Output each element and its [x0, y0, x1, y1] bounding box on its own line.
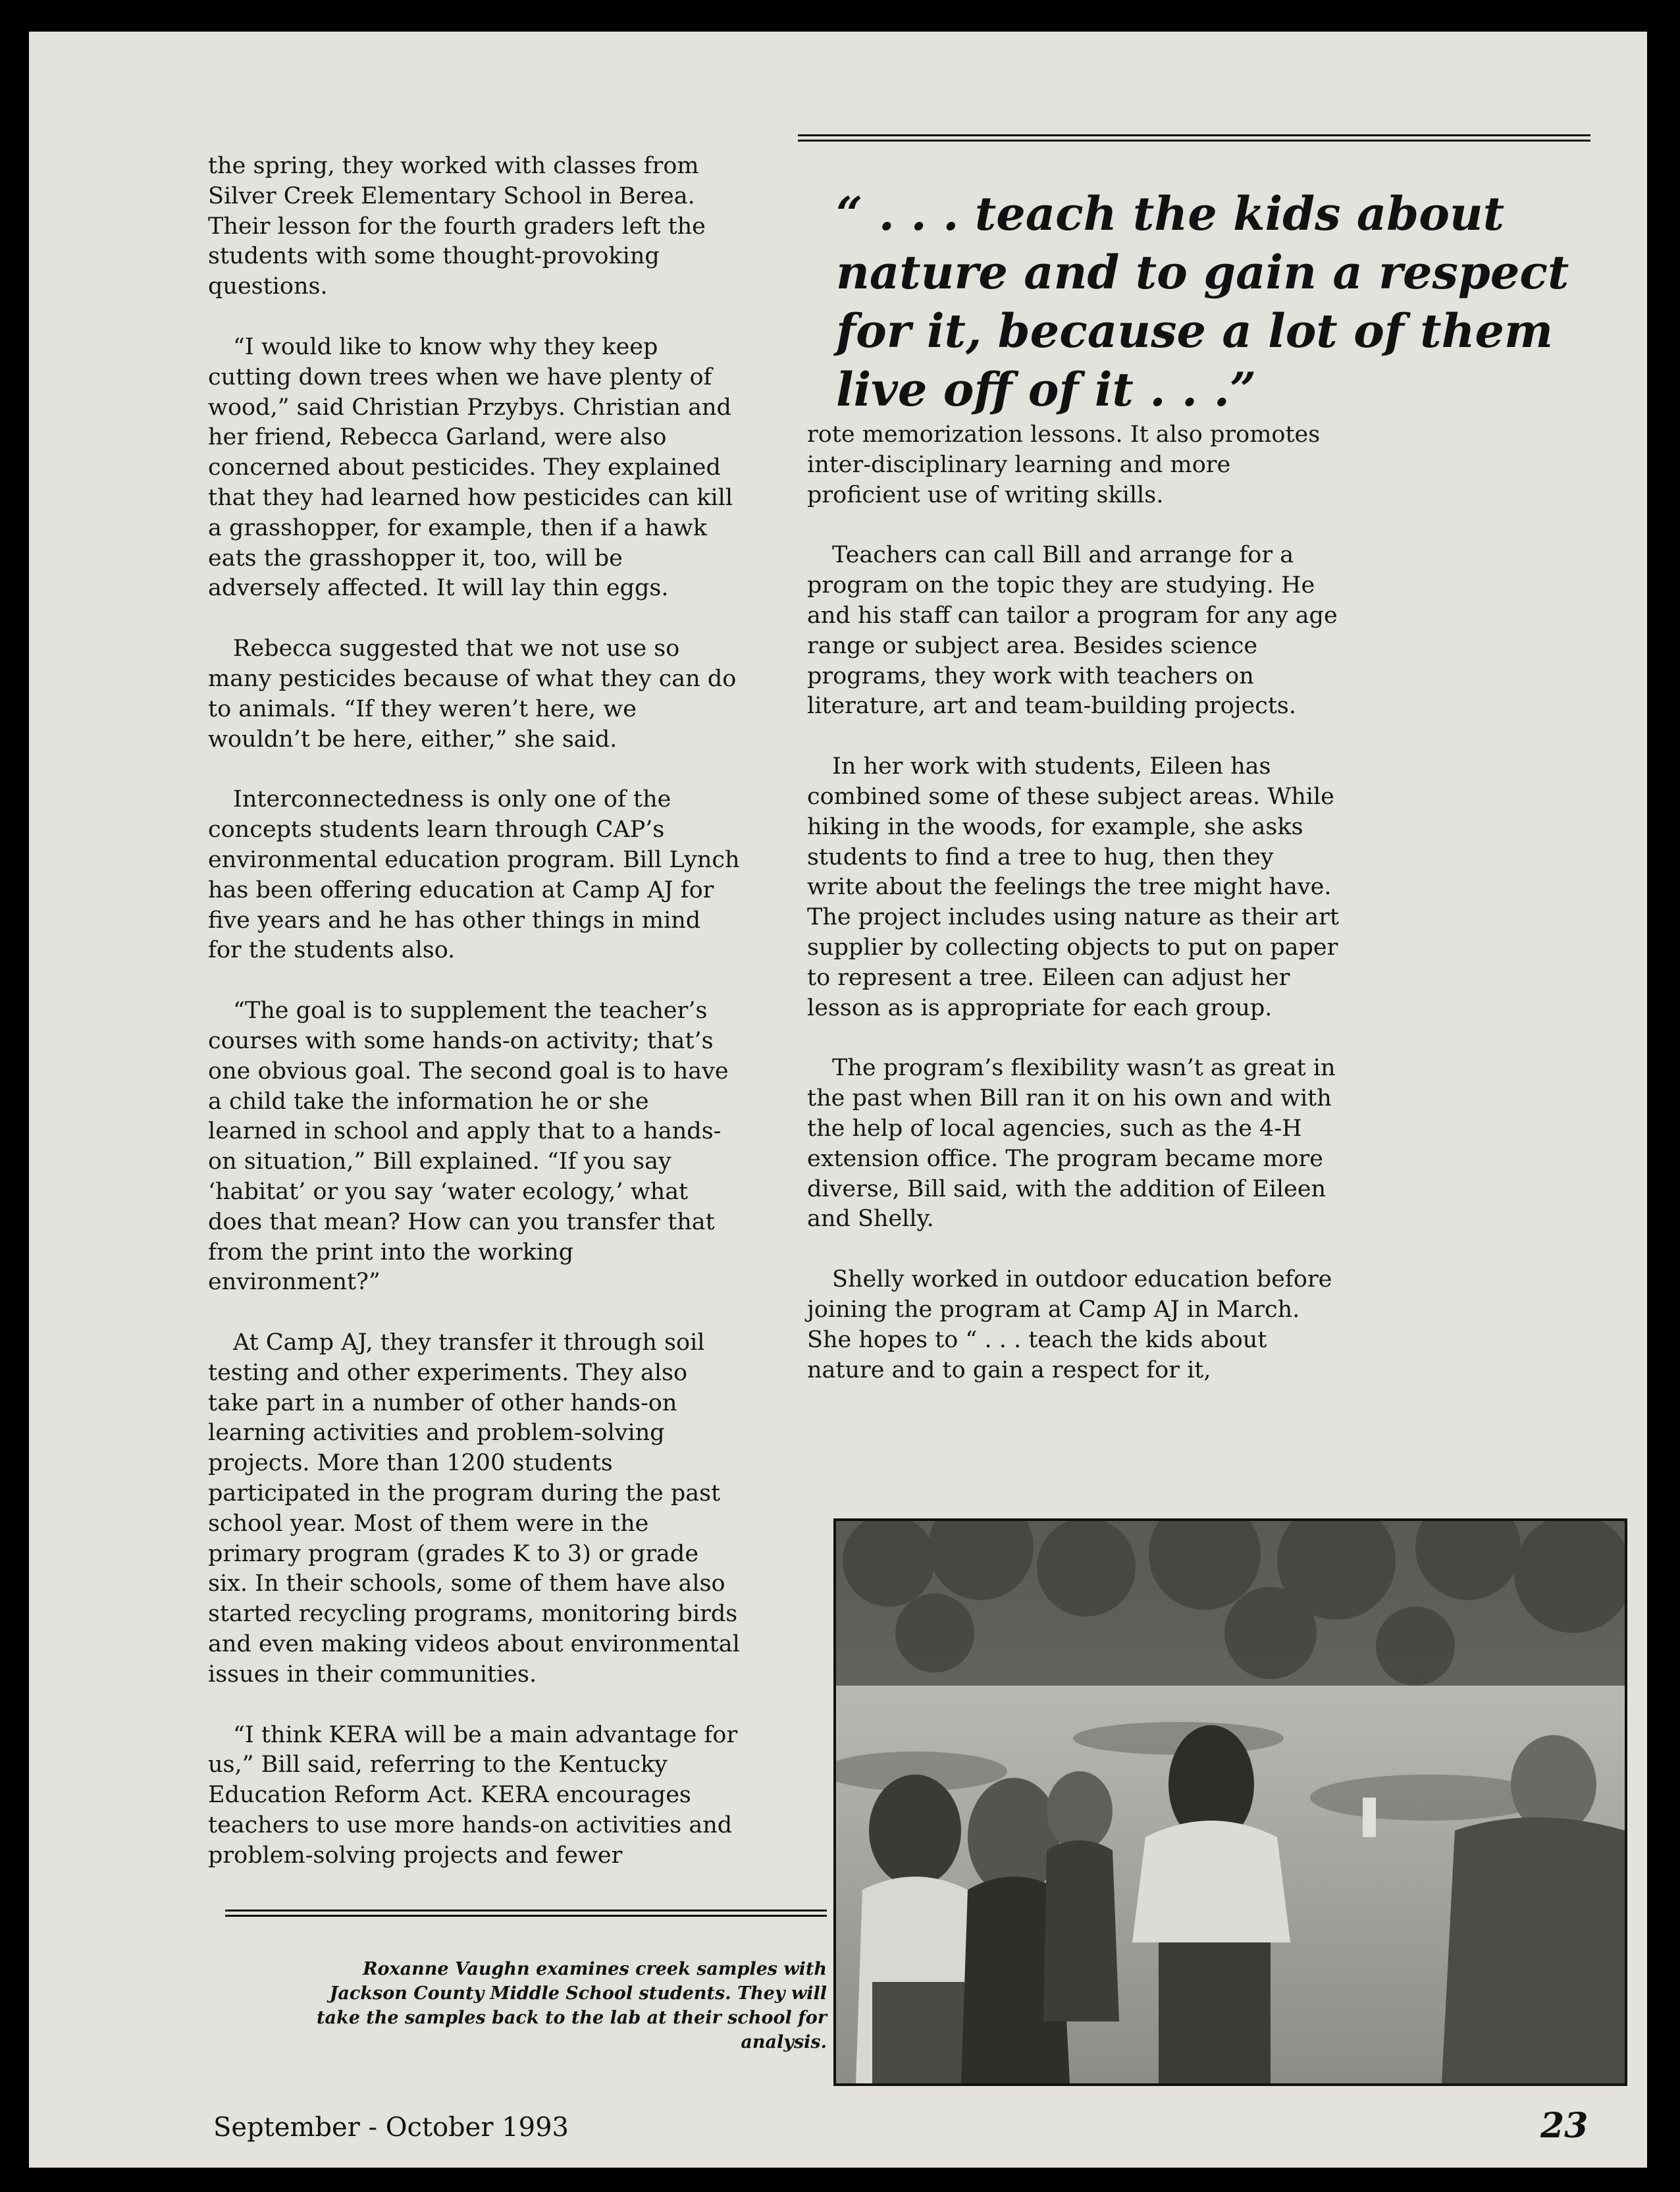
pull-quote-top-rule	[798, 134, 1590, 142]
paragraph: Interconnectedness is only one of the concepts students learn through CAP’s environmental education program. Bill Lynch has been offering education at Camp AJ for five years and he has other things in mind for the students also.	[208, 786, 740, 964]
right-column	[807, 420, 1340, 1416]
issue-date: September - October 1993	[213, 2112, 569, 2143]
creek-photo-illustration	[836, 1521, 1625, 2083]
magazine-page	[29, 32, 1647, 2168]
paragraph: Shelly worked in outdoor education before joining the program at Camp AJ in March. She hopes to “ . . . teach the kids about nature and to gain a respect for it,	[807, 1266, 1332, 1383]
creek-photo	[833, 1518, 1627, 2086]
paragraph: “I think KERA will be a main advantage for us,” Bill said, referring to the Kentucky Education Reform Act. KERA encourages teachers to use more hands-on activities and problem-solving projects and fewer	[208, 1721, 738, 1869]
paragraph: At Camp AJ, they transfer it through soil testing and other experiments. They also take part in a number of other hands-on learning activities and problem-solving projects. More than 1200 students participated in the program during the past school year. Most of them were in the primary program (grades K to 3) or grade six. In their schools, some of them have also started recycling programs, monitoring birds and even making videos about environmental issues in their communities.	[208, 1329, 740, 1688]
left-column	[208, 151, 741, 1902]
photo-caption: Roxanne Vaughn examines creek samples with Jackson County Middle School students. They will take the samples back to the lab at their school for analysis.	[317, 1959, 827, 2052]
paragraph: In her work with students, Eileen has combined some of these subject areas. While hiking in the woods, for example, she asks students to find a tree to hug, then they write about the feelings the tree might have. The project includes using nature as their art supplier by collecting objects to put on paper to represent a tree. Eileen can adjust her lesson as is appropriate for each group.	[807, 753, 1339, 1021]
paragraph: The program’s flexibility wasn’t as great in the past when Bill ran it on his own and with the help of local agencies, such as the 4-H extension office. The program became more diverse, Bill said, with the addition of Eileen and Shelly.	[807, 1055, 1336, 1233]
paragraph: Teachers can call Bill and arrange for a program on the topic they are studying. He and his staff can tailor a program for any age range or subject area. Besides science programs, they work with teachers on literature, art and team-building projects.	[807, 542, 1338, 720]
paragraph: rote memorization lessons. It also promotes inter-disciplinary learning and more proficient use of writing skills.	[807, 421, 1321, 508]
paragraph: Rebecca suggested that we not use so many pesticides because of what they can do to animals. “If they weren’t here, we wouldn’t be here, either,” she said.	[208, 635, 737, 753]
paragraph: “The goal is to supplement the teacher’s courses with some hands-on activity; that’s one obvious goal. The second goal is to have a child take the information he or she learned in school and apply that to a hands-on situation,” Bill explained. “If you say ‘habitat’ or you say ‘water ecology,’ what does that mean? How can you transfer that from the print into the working environment?”	[208, 998, 729, 1296]
caption-top-rule	[225, 1910, 827, 1917]
paragraph: “I would like to know why they keep cutting down trees when we have plenty of wood,” said Christian Przybys. Christian and her friend, Rebecca Garland, were also concerned about pesticides. They explained that they had learned how pesticides can kill a grasshopper, for example, then if a hawk eats the grasshopper it, too, will be adversely affected. It will lay thin eggs.	[208, 333, 733, 602]
pull-quote: “ . . . teach the kids about nature and to gain a respect for it, because a lot of them live off of it . . .”	[836, 186, 1569, 417]
paragraph: the spring, they worked with classes from Silver Creek Elementary School in Berea. Their lesson for the fourth graders left the students with some thought-provoking questions.	[208, 153, 706, 300]
page-number: 23	[1540, 2106, 1588, 2146]
